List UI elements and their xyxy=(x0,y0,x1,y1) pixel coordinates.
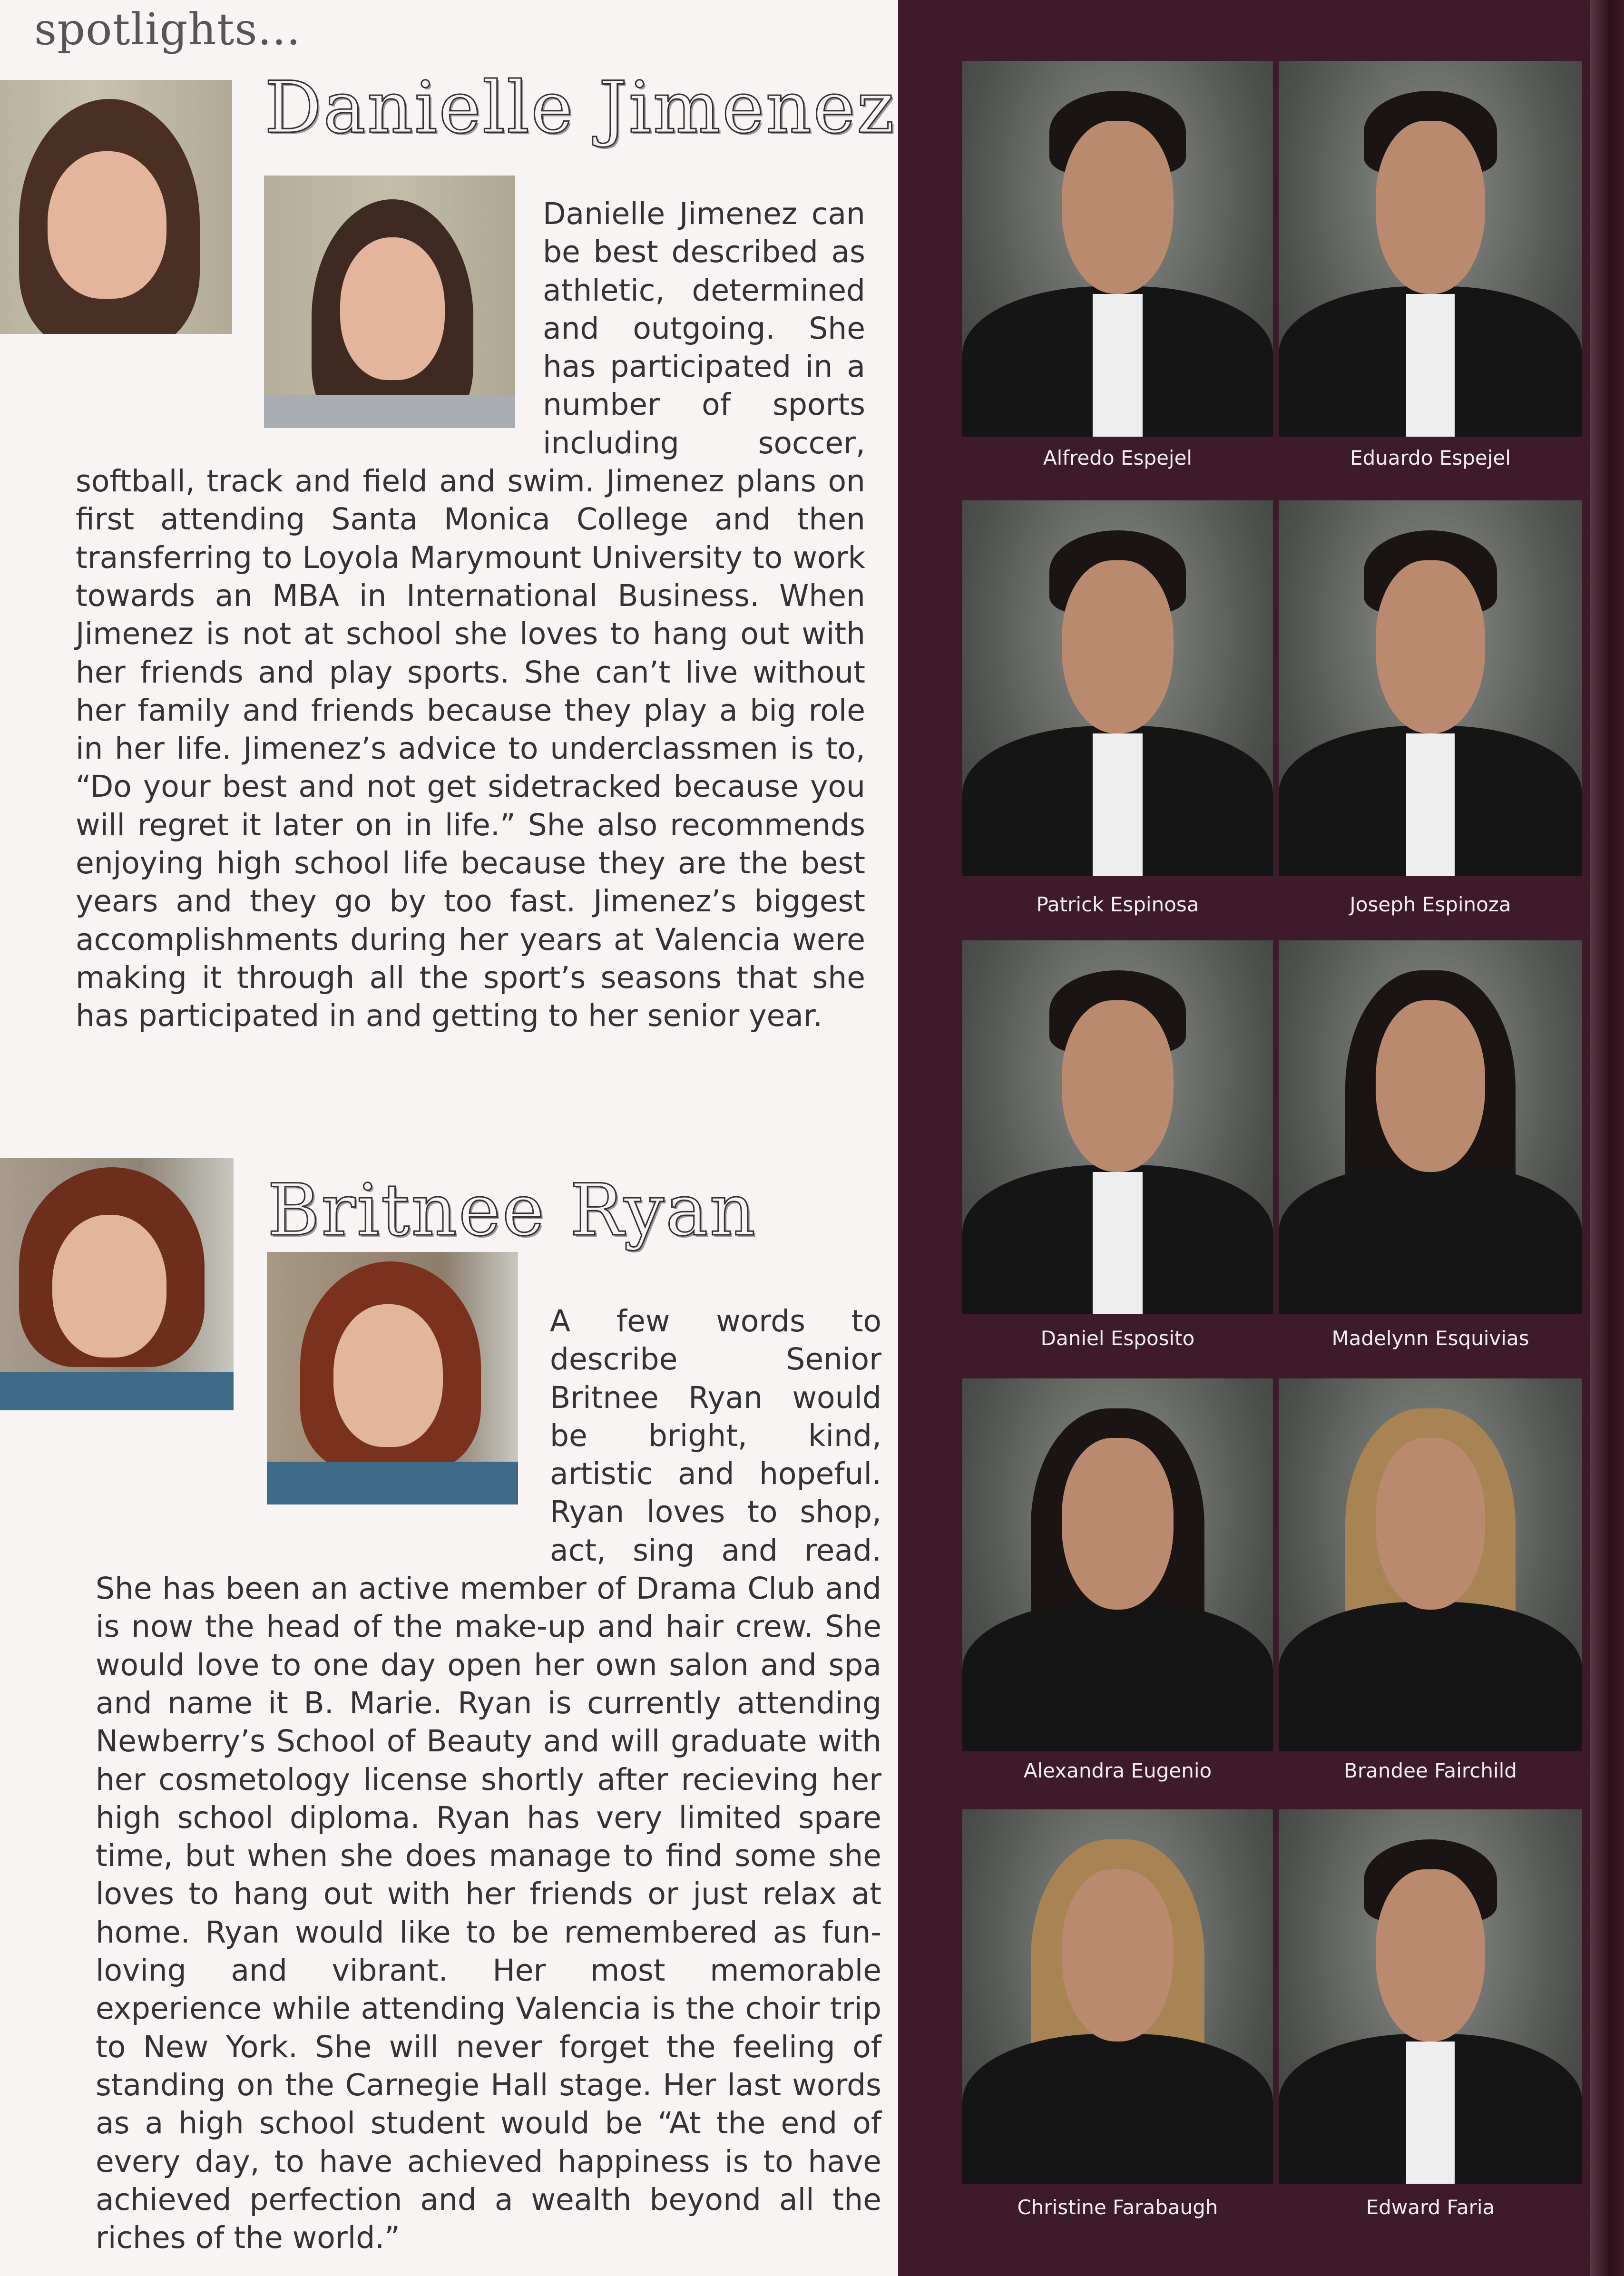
spotlight-bio xyxy=(96,1302,881,2257)
senior-portrait-name: Patrick Espinosa xyxy=(1036,893,1199,916)
section-label: spotlights... xyxy=(34,4,301,55)
senior-portrait-name: Daniel Esposito xyxy=(1040,1327,1195,1350)
senior-portrait-photo xyxy=(962,1809,1273,2184)
senior-portrait-name: Brandee Fairchild xyxy=(1344,1759,1517,1782)
senior-portrait-name: Eduardo Espejel xyxy=(1350,446,1511,469)
senior-portrait-photo xyxy=(1279,940,1582,1314)
senior-portrait-photo xyxy=(962,1378,1273,1751)
senior-portrait-name: Edward Faria xyxy=(1366,2196,1495,2219)
senior-portrait-photo xyxy=(962,940,1273,1314)
senior-portrait-name: Alexandra Eugenio xyxy=(1023,1759,1212,1782)
senior-portrait-photo xyxy=(1279,1809,1582,2184)
senior-portrait-name: Alfredo Espejel xyxy=(1043,446,1193,469)
senior-portrait-photo xyxy=(1279,1378,1582,1751)
senior-portrait-name: Madelynn Esquivias xyxy=(1331,1327,1529,1350)
spotlight-name: Danielle Jimenez xyxy=(264,67,896,149)
spotlight-bio-text: A few words to describe Senior Britnee Ryan would be bright, kind, artistic and hopeful. Ryan loves to shop, act, sing and read. She has been an active member of Drama Club and is now the head of the make-up and hair crew. She would love to one day open her own salon and spa and name it B. Marie. Ryan is currently attending Newberry’s School of Beauty and will graduate with her cosmetology license shortly after recieving her high school diploma. Ryan has very limited spare time, but when she does manage to find some she loves to hang out with her friends or just relax at home. Ryan would like to be remembered as fun-loving and vibrant. Her most memorable experience while attending Valencia is the choir trip to New York. She will never forget the feeling of standing on the Carnegie Hall stage. Her last words as a high school student would be “At the end of every day, to have achieved happiness is to have achieved perfection and a wealth beyond all the riches of the world.” xyxy=(96,1304,881,2256)
spotlight-bio-text: Danielle Jimenez can be best described as athletic, determined and outgoing. She has participated in a number of sports including soccer, softball, track and field and swim. Jimenez plans on first attending Santa Monica College and then transferring to Loyola Marymount University to work towards an MBA in International Business. When Jimenez is not at school she loves to hang out with her friends and play sports. She can’t live without her family and friends because they play a big role in her life. Jimenez’s advice to underclassmen is to, “Do your best and not get sidetracked because you will regret it later on in life.” She also recommends enjoying high school life because they are the best years and they go by too fast. Jimenez’s biggest accomplishments during her years at Valencia were making it through all the sport’s seasons that she has participated in and getting to her senior year. xyxy=(76,196,865,1034)
senior-portrait-name: Christine Farabaugh xyxy=(1017,2196,1218,2219)
senior-portrait-photo xyxy=(962,61,1273,437)
senior-portrait-photo xyxy=(1279,61,1582,437)
senior-portrait-photo xyxy=(962,500,1273,876)
spotlight-bio xyxy=(76,195,865,1035)
senior-portrait-name: Joseph Espinoza xyxy=(1350,893,1511,916)
spotlight-name: Britnee Ryan xyxy=(267,1169,757,1252)
senior-portrait-photo xyxy=(1279,500,1582,876)
book-spine xyxy=(1590,0,1624,2276)
